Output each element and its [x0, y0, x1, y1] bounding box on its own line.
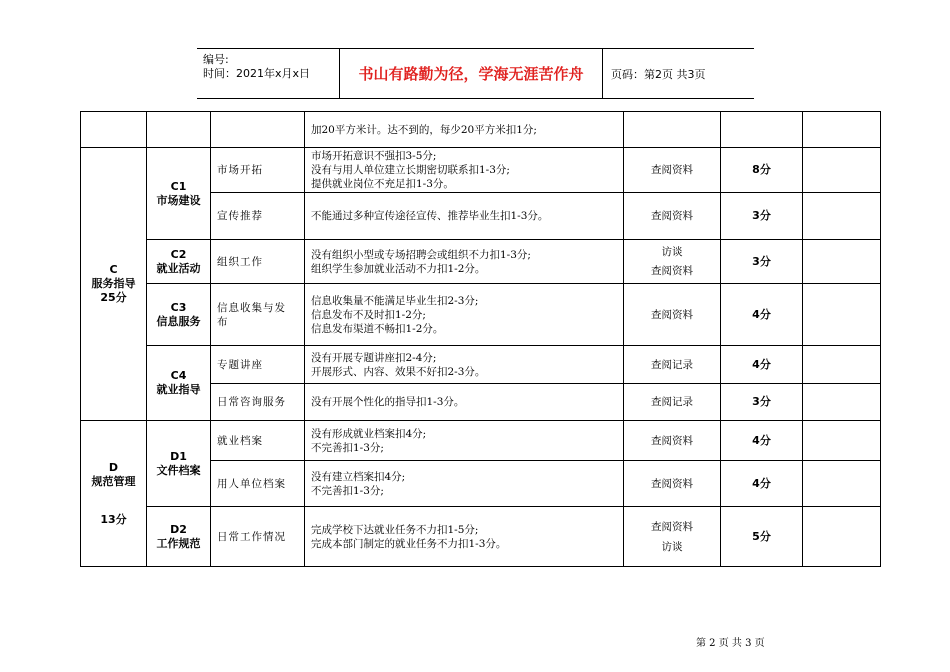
item-cell: 专题讲座 [211, 346, 305, 384]
time-label: 时间：2021年x月x日 [203, 67, 311, 80]
table-row [81, 346, 881, 384]
category-c: C 服务指导 25分 [81, 148, 147, 421]
table-row [81, 148, 881, 193]
score-cell: 8分 [721, 148, 803, 193]
score-cell: 3分 [721, 193, 803, 240]
score-cell: 4分 [721, 461, 803, 507]
score-cell: 4分 [721, 346, 803, 384]
table-row [81, 112, 881, 148]
item-cell: 用人单位档案 [211, 461, 305, 507]
criteria-cell: 没有形成就业档案扣4分; 不完善扣1-3分; [305, 421, 624, 461]
code-label: 编号: [203, 53, 229, 66]
item-cell: 就业档案 [211, 421, 305, 461]
subcategory-c4: C4 就业指导 [147, 346, 211, 421]
method-cell: 查阅资料 [624, 461, 721, 507]
criteria-cell: 没有建立档案扣4分; 不完善扣1-3分; [305, 461, 624, 507]
criteria-cell: 完成学校下达就业任务不力扣1-5分; 完成本部门制定的就业任务不力扣1-3分。 [305, 507, 624, 567]
score-cell: 5分 [721, 507, 803, 567]
subcategory-c2: C2 就业活动 [147, 240, 211, 284]
header-page-code: 页码：第2页 共3页 [611, 67, 706, 81]
item-cell: 组织工作 [211, 240, 305, 284]
subcategory-c3: C3 信息服务 [147, 284, 211, 346]
header-motto: 书山有路勤为径，学海无涯苦作舟 [340, 49, 603, 98]
score-cell: 3分 [721, 384, 803, 421]
criteria-cell: 市场开拓意识不强扣3-5分; 没有与用人单位建立长期密切联系扣1-3分; 提供就业岗位不充足扣1-3分。 [305, 148, 624, 193]
item-cell: 宣传推荐 [211, 193, 305, 240]
table-row [81, 507, 881, 567]
score-cell: 4分 [721, 284, 803, 346]
table-row [81, 421, 881, 461]
criteria-cell: 信息收集量不能满足毕业生扣2-3分; 信息发布不及时扣1-2分; 信息发布渠道不畅扣1-2分。 [305, 284, 624, 346]
item-cell: 日常咨询服务 [211, 384, 305, 421]
criteria-cell: 没有开展专题讲座扣2-4分; 开展形式、内容、效果不好扣2-3分。 [305, 346, 624, 384]
criteria-cell: 不能通过多种宣传途径宣传、推荐毕业生扣1-3分。 [305, 193, 624, 240]
table-row [81, 284, 881, 346]
method-cell: 查阅资料 访谈 [624, 507, 721, 567]
method-cell: 访谈 查阅资料 [624, 240, 721, 284]
scoring-table [80, 111, 881, 567]
page-header [197, 48, 754, 99]
method-cell: 查阅记录 [624, 346, 721, 384]
header-info [197, 49, 340, 98]
method-cell: 查阅资料 [624, 193, 721, 240]
criteria-cell: 没有组织小型或专场招聘会或组织不力扣1-3分; 组织学生参加就业活动不力扣1-2分。 [305, 240, 624, 284]
method-cell: 查阅资料 [624, 148, 721, 193]
item-cell: 信息收集与发 布 [211, 284, 305, 346]
method-cell: 查阅资料 [624, 421, 721, 461]
criteria-cell: 没有开展个性化的指导扣1-3分。 [305, 384, 624, 421]
category-d: D 规范管理 13分 [81, 421, 147, 567]
method-cell: 查阅资料 [624, 284, 721, 346]
item-cell: 市场开拓 [211, 148, 305, 193]
subcategory-d1: D1 文件档案 [147, 421, 211, 507]
score-cell: 3分 [721, 240, 803, 284]
page-footer: 第 2 页 共 3 页 [696, 638, 765, 649]
subcategory-d2: D2 工作规范 [147, 507, 211, 567]
subcategory-c1: C1 市场建设 [147, 148, 211, 240]
score-cell: 4分 [721, 421, 803, 461]
method-cell: 查阅记录 [624, 384, 721, 421]
table-row [81, 240, 881, 284]
item-cell: 日常工作情况 [211, 507, 305, 567]
criteria-cell: 加20平方米计。达不到的，每少20平方米扣1分; [305, 112, 624, 148]
